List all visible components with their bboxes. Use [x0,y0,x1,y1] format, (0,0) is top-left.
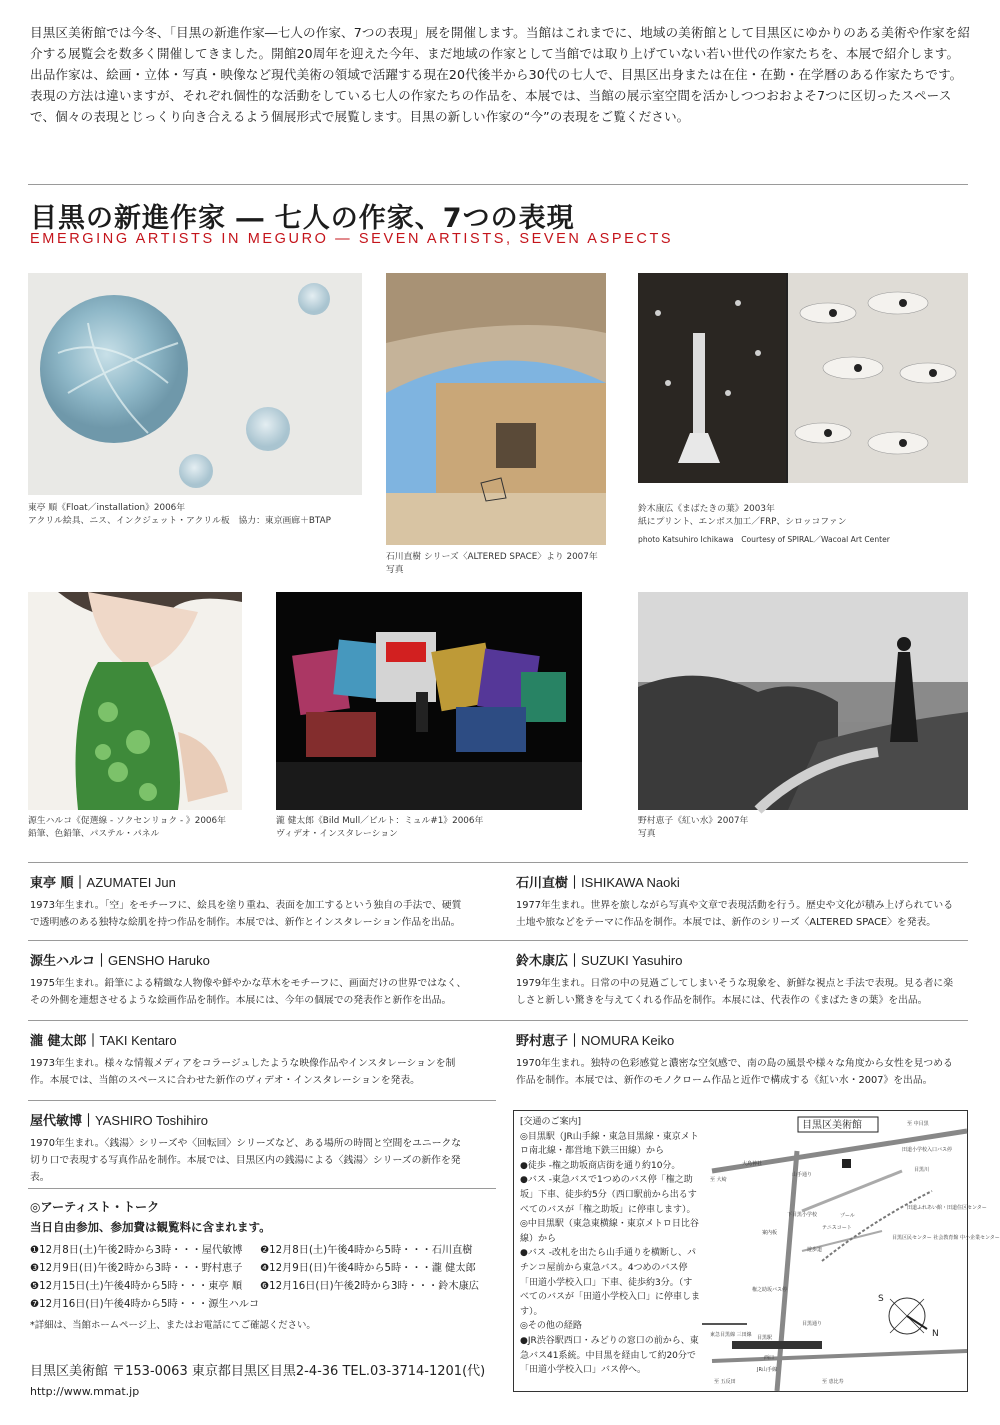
artwork-photo-nomura [638,592,968,810]
intro-paragraph-1: 目黒区美術館では今冬、「目黒の新進作家―七人の作家、7つの表現」展を開催します。当館はこれまでに、地域の美術館として目黒区にゆかりのある美術や作家を紹介する展覧会を数多く開催してきました。開館20周年を迎えた今年、まだ地域の作家として当館では取り上げていない若い世代の作家たちを、本展で紹介します。 [30,25,971,61]
access-title: [交通のご案内] [520,1117,582,1127]
caption-azumatei: 東亭 順《Float／installation》2006年 アクリル絵具、ニス、インクジェット・アクリル板 協力：東京画廊＋BTAP [28,503,331,526]
artist-talk [30,1198,500,1331]
artist-bio: 1970年生まれ。〈銭湯〉シリーズや〈回転回〉シリーズなど、ある場所の時間と空間をユニークな切り口で表現する写真作品を制作。本展では、目黒区内の銭湯による〈銭湯〉シリーズの新作を発表。 [30,1138,462,1183]
artist-bio: 1975年生まれ。鉛筆による精緻な人物像や鮮やかな草木をモチーフに、画面だけの世界ではなく、その外側を連想させるような絵画作品を制作。本展には、今年の個展での発表作と新作を出品。 [30,978,467,1006]
artist-bio: 1979年生まれ。日常の中の見過ごしてしまいそうな現象を、新鮮な視点と手法で表現。見る者に楽しさと新しい驚きを与えてくれる作品を制作。本展には、代表作の《まばたきの葉》を出品。 [516,978,953,1006]
divider [28,1100,496,1101]
svg-text:山手通り: 山手通り [792,1172,813,1178]
artist-bio: 1973年生まれ。「空」をモチーフに、絵具を塗り重ね、表面を加工するという独自の手法で、硬質で透明感のある独特な絵肌を持つ作品を制作。本展では、新作とインスタレーション作品を出品。 [30,900,462,928]
access-box [513,1110,1000,1392]
svg-text:田道小学校入口バス停: 田道小学校入口バス停 [902,1147,953,1153]
caption-nomura: 野村恵子《紅い水》2007年 写真 [638,816,749,839]
artist-azumatei [30,872,470,931]
sokusenryoku-image [28,592,242,810]
intro-text [30,22,974,127]
artwork-photo-azumatei [28,273,362,495]
talk-item: ❹12月9日(日)午後4時から5時・・・瀧 健太郎 [260,1263,476,1274]
artist-gensho [30,950,470,1009]
svg-text:西口: 西口 [764,1355,775,1361]
caption-ishikawa: 石川直樹 シリーズ〈ALTERED SPACE〉より 2007年 写真 [386,552,598,575]
artist-bio: 1977年生まれ。世界を旅しながら写真や文章で表現活動を行う。歴史や文化が積み上げられている土地や旅などをテーマに作品を制作。本展では、新作のシリーズ〈ALTERED SPACE〉を発表。 [516,900,953,928]
svg-text:S: S [878,1294,884,1304]
artist-name: 瀧 健太郎｜TAKI Kentaro [30,1033,177,1049]
compass-icon [878,1294,939,1339]
caption-taki: 瀧 健太郎《Bild Mull／ビルト：ミュル#1》2006年 ヴィデオ・インスタレーション [276,816,484,839]
museum-url[interactable]: http://www.mmat.jp [30,1385,140,1398]
artist-bio: 1973年生まれ。様々な情報メディアをコラージュしたような映像作品やインスタレーションを制作。本展では、当館のスペースに合わせた新作のヴィデオ・インスタレーションを発表。 [30,1058,456,1086]
svg-text:目黒川: 目黒川 [914,1167,930,1173]
artist-nomura [516,1030,956,1089]
mabataki-no-ha-image [638,273,968,483]
artist-taki [30,1030,470,1089]
artist-bio: 1970年生まれ。独特の色彩感覚と濃密な空気感で、南の島の風景や様々な角度から女性を見つめる作品を制作。本展では、新作のモノクローム作品と近作で構成する《紅い水・2007》を出品。 [516,1058,953,1086]
svg-text:案内板: 案内板 [762,1230,778,1236]
svg-text:大鳥神社: 大鳥神社 [742,1161,763,1167]
divider [28,862,968,863]
svg-text:東急目黒線 三田線: 東急目黒線 三田線 [710,1332,752,1338]
caption-gensho: 源生ハルコ《促選線 - ソクセンリョク - 》2006年 鉛筆、色鉛筆、パステル・パネル [28,816,226,839]
svg-text:権之助坂バス停: 権之助坂バス停 [752,1287,788,1293]
altered-space-image [386,273,606,545]
svg-text:遊歩道: 遊歩道 [807,1247,823,1253]
svg-text:至 大崎: 至 大崎 [710,1177,727,1183]
talk-item: ❶12月8日(土)午後2時から3時・・・屋代敏博 [30,1245,243,1256]
artist-suzuki [516,950,956,1009]
access-directions: [交通のご案内] ◎目黒駅（JR山手線・東急目黒線・東京メトロ南北線・都営地下鉄三田線）から ●徒歩 ‐権之助坂商店街を通り約10分。 ●バス ‐東急バスで1つめのバス停「権之助坂」下車、徒歩約5分（西口駅前から出るすべてのバスが「権之助坂」に停車します）。 ◎中目黒駅（東急東横線・東京メトロ日比谷線）から ●バス ‐改札を出たら山手通りを横断し、パチンコ屋前から東急バス。4つめのバス停「田道小学校入口」下車、徒歩約3分。（すべてのバスが「田道小学校入口」に停車します）。 ◎その他の経路 ●JR渋谷駅西口・みどりの窓口の前から、東急バス41系統。中目黒を経由して約20分で「田道小学校入口」バス停へ。 [520,1117,701,1376]
artist-name: 野村恵子｜NOMURA Keiko [516,1033,675,1049]
talk-schedule [30,1241,500,1310]
talk-item: ❻12月16日(日)午後2時から3時・・・鈴木康広 [260,1281,479,1292]
artist-name: 源生ハルコ｜GENSHO Haruko [30,953,210,969]
artist-ishikawa [516,872,956,931]
intro-paragraph-3: 表現の方法は違いますが、それぞれ個性的な活動をしている七人の作家たちの作品を、本展では、当館の展示室空間を活かしつつおおよそ7つに区切ったスペースで、個々の表現とじっくり向き合えるよう個展形式で展覧します。目黒の新しい作家の“今”の表現をご覧ください。 [30,88,952,124]
talk-subheading: 当日自由参加、参加費は観覧料に含まれます。 [30,1220,271,1234]
artist-name: 石川直樹｜ISHIKAWA Naoki [516,875,680,891]
akai-mizu-image [638,592,968,810]
title-english: EMERGING ARTISTS IN MEGURO ― SEVEN ARTISTS, SEVEN ASPECTS [30,231,674,247]
float-installation-image [28,273,362,495]
divider [28,1188,496,1189]
svg-text:目黒通り: 目黒通り [802,1321,823,1327]
artist-name: 東亭 順｜AZUMATEI Jun [30,875,176,891]
caption-suzuki: 鈴木康広《まばたきの葉》2003年 紙にプリント、エンボス加工／FRP、シロッコファン photo Katsuhiro Ichikawa Courtesy of SPIRAL／Wacoal Art Center [638,504,890,544]
svg-text:至 恵比寿: 至 恵比寿 [822,1379,844,1385]
museum-address: 目黒区美術館 〒153-0063 東京都目黒区目黒2-4-36 TEL.03-3714-1201(代) [30,1364,486,1379]
svg-text:テニスコート: テニスコート [822,1225,852,1231]
divider [28,1020,968,1021]
access-map [702,1111,1000,1391]
artist-yashiro [30,1110,470,1186]
svg-text:目黒区民センター 社会教育館 中小企業センター: 目黒区民センター 社会教育館 中小企業センター [892,1235,1000,1241]
map-museum-label: 目黒区美術館 [802,1120,862,1131]
svg-text:至 中目黒: 至 中目黒 [907,1121,929,1127]
artist-name: 鈴木康広｜SUZUKI Yasuhiro [516,953,683,969]
artwork-photo-suzuki [638,273,968,483]
artwork-photo-taki [276,592,582,810]
talk-item: ❼12月16日(日)午後4時から5時・・・源生ハルコ [30,1299,260,1310]
artist-name: 屋代敏博｜YASHIRO Toshihiro [30,1113,208,1129]
title-japanese: 目黒の新進作家 ― 七人の作家、7つの表現 [30,203,575,234]
svg-text:至 五反田: 至 五反田 [714,1379,736,1385]
svg-text:プール: プール [840,1213,855,1219]
artwork-photo-ishikawa [386,273,606,545]
svg-text:下目黒小学校: 下目黒小学校 [787,1212,818,1218]
divider [28,184,968,185]
talk-item: ❺12月15日(土)午後4時から5時・・・東亭 順 [30,1281,243,1292]
talk-heading: ◎アーティスト・トーク [30,1200,160,1214]
bild-mull-image [276,592,582,810]
talk-item: ❸12月9日(日)午後2時から3時・・・野村恵子 [30,1263,243,1274]
svg-text:目黒駅: 目黒駅 [757,1335,773,1341]
talk-item: ❷12月8日(土)午後4時から5時・・・石川直樹 [260,1245,473,1256]
artwork-photo-gensho [28,592,242,810]
svg-text:JR山手線: JR山手線 [757,1367,777,1373]
divider [28,940,968,941]
svg-text:N: N [932,1329,939,1339]
intro-paragraph-2: 出品作家は、絵画・立体・写真・映像など現代美術の領域で活躍する現在20代後半から30代の七人で、目黒区出身または在住・在勤・在学暦のある作家たちです。 [30,67,963,82]
svg-text:田道ふれあい館・田道住区センター: 田道ふれあい館・田道住区センター [907,1205,987,1211]
talk-note: *詳細は、当館ホームページ上、またはお電話にてご確認ください。 [30,1320,316,1331]
